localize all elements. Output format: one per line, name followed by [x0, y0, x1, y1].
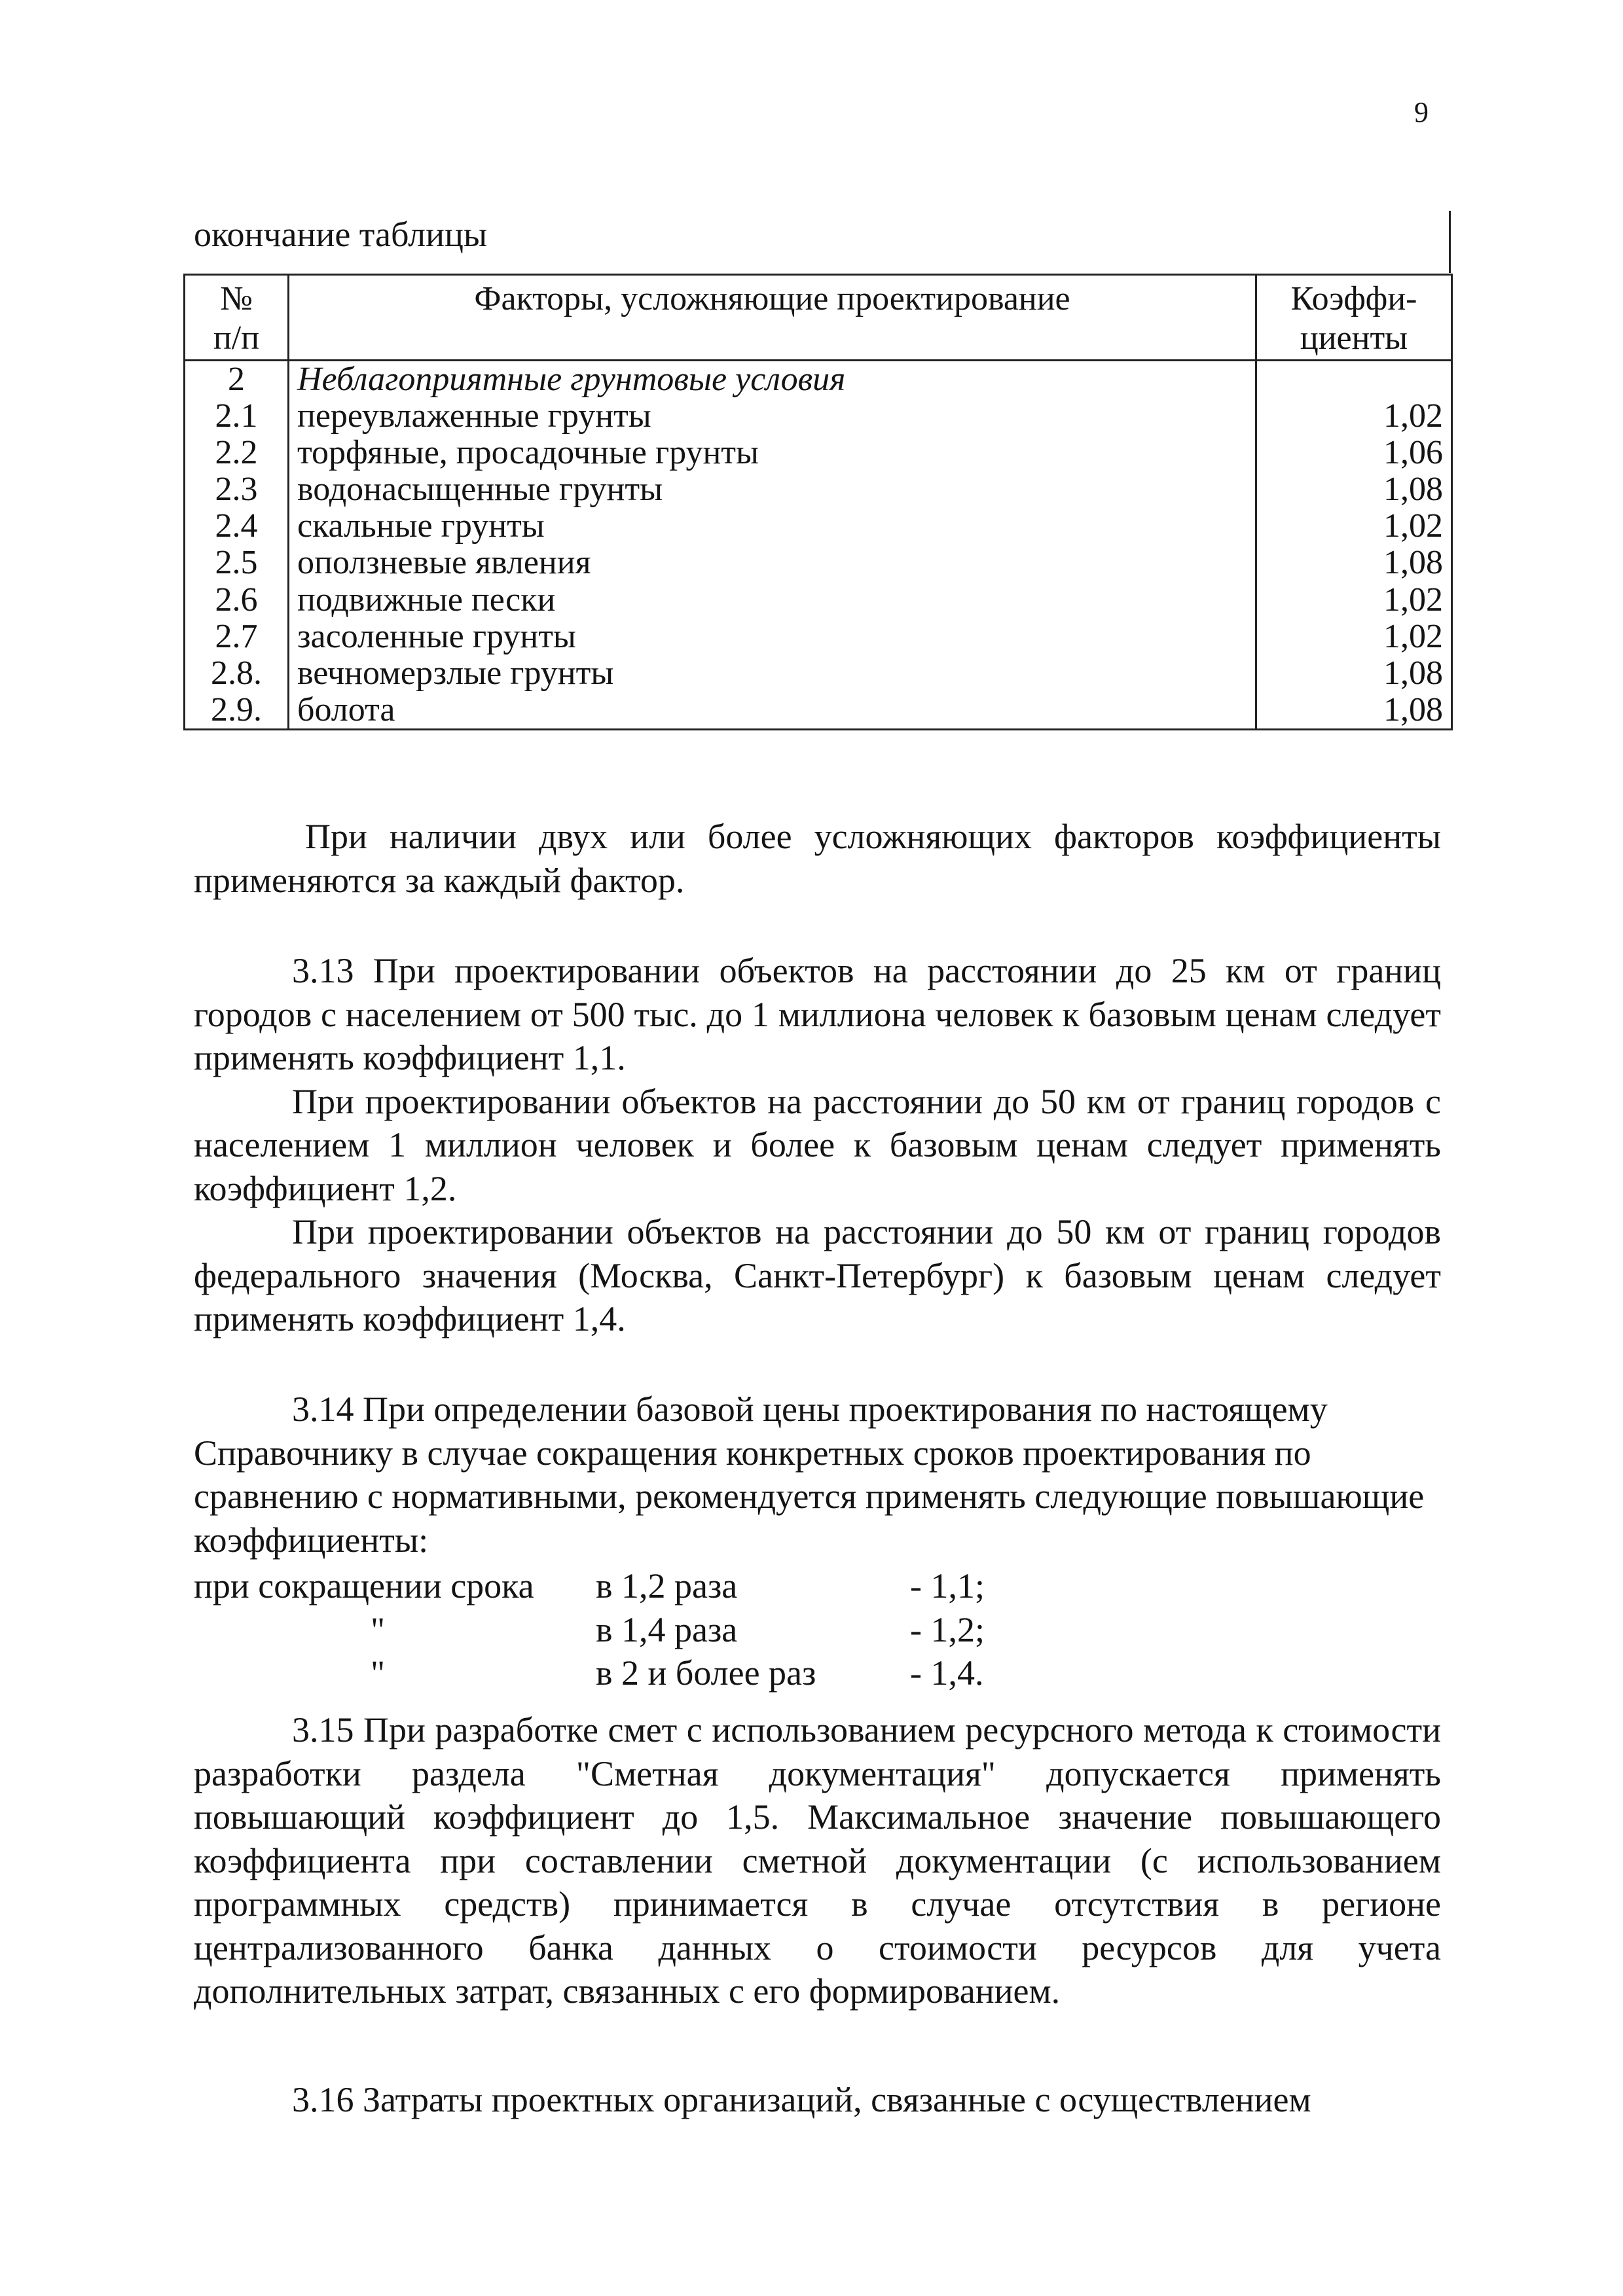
- paragraph-3-13-b: При проектировании объектов на расстоянии до 50 км от границ городов с населением 1 миллион человек и более к базовым ценам следует применять коэффициент 1,2.: [194, 1081, 1441, 1208]
- paragraph-3-13-a: 3.13 При проектировании объектов на расстоянии до 25 км от границ городов с населением от 500 тыс. до 1 миллиона человек к базовым ценам следует применять коэффициент 1,1.: [194, 951, 1441, 1077]
- table-row: [185, 619, 1452, 655]
- paragraph-3-13-c: При проектировании объектов на расстоянии до 50 км от границ городов федерального значения (Москва, Санкт-Петербург) к базовым ценам следует применять коэффициент 1,4.: [194, 1212, 1441, 1338]
- table-row: [185, 582, 1452, 619]
- row-coef: 1,06: [1256, 435, 1452, 471]
- row-coef: 1,08: [1256, 471, 1452, 508]
- table-group-row: [185, 360, 1452, 398]
- header-num-line1: №: [220, 280, 253, 317]
- header-coef-line2: циенты: [1300, 319, 1408, 357]
- row-coef: 1,08: [1256, 655, 1452, 692]
- reduction-row: [194, 1564, 1441, 1608]
- reduction-label: ": [371, 1653, 386, 1693]
- reduction-factor: в 2 и более раз: [596, 1653, 816, 1693]
- table-row: [185, 545, 1452, 581]
- header-num-line2: п/п: [213, 319, 260, 357]
- row-coef: 1,02: [1256, 619, 1452, 655]
- reduction-row: [194, 1608, 1441, 1652]
- row-name: торфяные, просадочные грунты: [289, 435, 1256, 471]
- row-name: скальные грунты: [289, 508, 1256, 545]
- row-name: засоленные грунты: [289, 619, 1256, 655]
- row-name: оползневые явления: [289, 545, 1256, 581]
- row-name: водонасыщенные грунты: [289, 471, 1256, 508]
- reduction-coef: - 1,4.: [910, 1653, 984, 1693]
- header-num: [185, 275, 289, 361]
- group-coef: [1256, 360, 1452, 398]
- row-coef: 1,08: [1256, 692, 1452, 730]
- table-row: [185, 471, 1452, 508]
- factors-table: [183, 274, 1453, 730]
- paragraph-3-15: 3.15 При разработке смет с использованием ресурсного метода к стоимости разработки раздела "Сметная документация" допускается применять повышающий коэффициент до 1,5. Максимальное значение повышающего коэффициента при составлении сметной документации (с использованием программных средств) принимается в случае отсутствия в регионе централизованного банка данных о стоимости ресурсов для учета дополнительных затрат, связанных с его формированием.: [194, 1710, 1441, 2011]
- table-caption: окончание таблицы: [194, 215, 488, 254]
- page-number: 9: [1414, 96, 1429, 128]
- reduction-list: [194, 1564, 1441, 1695]
- table-row: [185, 398, 1452, 435]
- section-3-16: [194, 2078, 1441, 2122]
- note-paragraph-block: [194, 815, 1441, 902]
- header-coef: [1256, 275, 1452, 361]
- row-num: 2.7: [185, 619, 289, 655]
- reduction-row: [194, 1651, 1441, 1695]
- group-num: 2: [185, 360, 289, 398]
- paragraph-3-16: 3.16 Затраты проектных организаций, связанные с осуществлением: [292, 2080, 1311, 2119]
- row-name: вечномерзлые грунты: [289, 655, 1256, 692]
- row-num: 2.2: [185, 435, 289, 471]
- row-name: болота: [289, 692, 1256, 730]
- row-name: подвижные пески: [289, 582, 1256, 619]
- table-edge-rule: [1449, 211, 1451, 273]
- section-3-14: [194, 1388, 1441, 1562]
- row-num: 2.5: [185, 545, 289, 581]
- reduction-coef: - 1,1;: [910, 1566, 985, 1605]
- row-name: переувлаженные грунты: [289, 398, 1256, 435]
- section-3-15: [194, 1708, 1441, 2013]
- row-num: 2.6: [185, 582, 289, 619]
- row-num: 2.8.: [185, 655, 289, 692]
- row-coef: 1,02: [1256, 582, 1452, 619]
- table-row: [185, 655, 1452, 692]
- row-num: 2.4: [185, 508, 289, 545]
- reduction-factor: в 1,2 раза: [596, 1566, 738, 1605]
- row-num: 2.1: [185, 398, 289, 435]
- paragraph-3-14: 3.14 При определении базовой цены проектирования по настоящему Справочнику в случае сокращения конкретных сроков проектирования по сравнению с нормативными, рекомендуется применять следующие повышающие коэффициенты:: [194, 1390, 1425, 1560]
- section-3-13: [194, 949, 1441, 1341]
- table-row: [185, 435, 1452, 471]
- group-title: Неблагоприятные грунтовые условия: [289, 360, 1256, 398]
- reduction-label: ": [371, 1609, 386, 1649]
- table-row: [185, 508, 1452, 545]
- reduction-factor: в 1,4 раза: [596, 1609, 738, 1649]
- row-coef: 1,02: [1256, 508, 1452, 545]
- table-row: [185, 692, 1452, 730]
- row-coef: 1,08: [1256, 545, 1452, 581]
- reduction-label: при сокращении срока: [194, 1566, 534, 1605]
- note-paragraph: При наличии двух или более усложняющих факторов коэффициенты применяются за каждый фактор.: [194, 817, 1441, 900]
- row-num: 2.9.: [185, 692, 289, 730]
- table-header-row: [185, 275, 1452, 361]
- row-num: 2.3: [185, 471, 289, 508]
- row-coef: 1,02: [1256, 398, 1452, 435]
- reduction-coef: - 1,2;: [910, 1609, 985, 1649]
- header-name: Факторы, усложняющие проектирование: [289, 275, 1256, 361]
- header-coef-line1: Коэффи-: [1290, 280, 1417, 317]
